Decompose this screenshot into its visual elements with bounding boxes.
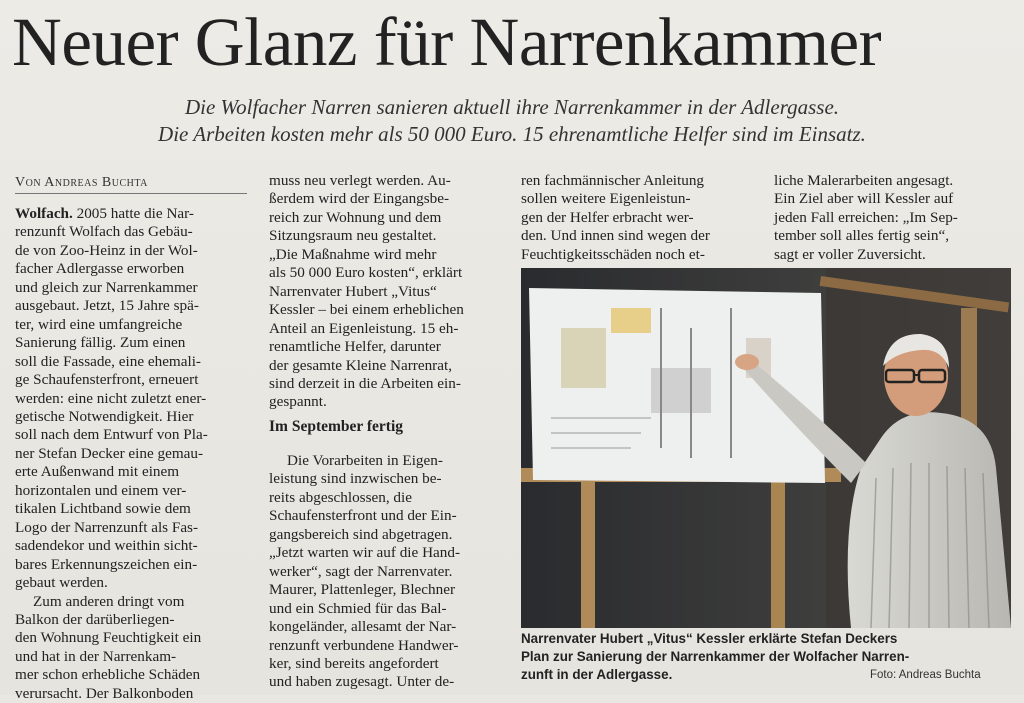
text-line: Balkon der darüberliegen- [15,610,175,628]
text-line: Die Vorarbeiten in Eigen- [287,452,443,469]
text-line: Sanierung fällig. Zum einen [15,334,186,352]
text-line: ker, sind bereits angefordert [269,654,439,672]
text-line: Anteil an Eigenleistung. 15 eh- [269,319,459,337]
subheadline-line: Die Arbeiten kosten mehr als 50 000 Euro. 15 ehrenamtliche Helfer sind im Einsatz. [158,122,866,146]
text-line: getische Notwendigkeit. Hier [15,407,194,425]
subheadline-line: Die Wolfacher Narren sanieren aktuell ihre Narrenkammer in der Adlergasse. [184,95,840,119]
text-line: den. Und innen sind wegen der [521,227,710,245]
byline [15,175,245,191]
text-line: muss neu verlegt werden. Au- [269,172,451,189]
text-line: gespannt. [269,393,327,411]
text-line: sagt er voller Zuversicht. [774,245,926,263]
text-line: und hat in der Narrenkam- [15,647,177,665]
text-line: Schaufensterfront und der Ein- [269,507,457,525]
text-line: bares Erkennungszeichen ein- [15,555,198,573]
text-line: Feuchtigkeitsschäden noch et- [521,245,705,263]
text-line: ge Schaufensterfront, erneuert [15,371,199,389]
article-column-2-bottom [269,452,499,692]
text-line: sollen weitere Eigenleistun- [521,190,691,208]
text-line: horizontalen und einem ver- [15,481,187,499]
text-line: „Die Maßnahme wird mehr [269,245,437,263]
text-line: kongeländer, allesamt der Nar- [269,618,457,636]
article-subheadline [0,94,1024,148]
dateline: Wolfach. [15,205,73,222]
caption-line: zunft in der Adlergasse. [521,667,673,682]
text-line: gebaut werden. [15,574,108,592]
text-line: renamtliche Helfer, darunter [269,338,441,356]
text-line: ausgebaut. Jetzt, 15 Jahre spä- [15,297,199,315]
text-line: verursacht. Der Balkonboden [15,684,194,702]
article-photo [521,268,1011,628]
photo-credit: Foto: Andreas Buchta [870,669,981,681]
photo-illustration [521,268,1011,628]
text-line: soll nach dem Entwurf von Pla- [15,426,208,444]
text-line: erte Außenwand mit einem [15,463,180,481]
byline-rule [15,193,247,194]
text-line: werden: eine nicht zuletzt ener- [15,389,207,407]
text-line: tember soll alles fertig sein“, [774,227,950,245]
text-line: jeden Fall erreichen: „Im Sep- [774,208,958,226]
text-line: den Wohnung Feuchtigkeit ein [15,629,202,647]
text-line: und gleich zur Narrenkammer [15,278,198,296]
text-line: facher Adlergasse erworben [15,260,185,278]
text-line: Kessler – bei einem erheblichen [269,301,464,319]
text-line: Sitzungsraum neu gestaltet. [269,227,437,245]
text-line: Narrenvater Hubert „Vitus“ [269,282,437,300]
caption-line: Plan zur Sanierung der Narrenkammer der Wolfacher Narren- [521,649,910,664]
text-line: ner Stefan Decker eine gemau- [15,444,204,462]
text-line: ren fachmännischer Anleitung [521,172,705,189]
article-column-2-top [269,172,499,412]
text-line: werker“, sagt der Narrenvater. [269,562,453,580]
byline-text: Von Andreas Buchta [15,175,148,190]
text-line: leistung sind inzwischen be- [269,470,442,488]
text-line: gen der Helfer erbracht wer- [521,208,694,226]
text-line: Ein Ziel aber will Kessler auf [774,190,954,208]
text-line: der gesamte Kleine Narrenrat, [269,356,452,374]
text-line: Zum anderen dringt vom [33,592,185,610]
text-line: „Jetzt warten wir auf die Hand- [269,544,461,562]
text-line: mer schon erhebliche Schäden [15,666,201,684]
text-line: Maurer, Plattenleger, Blechner [269,581,456,599]
text-line: ter, wird eine umfangreiche [15,315,183,333]
article-headline: Neuer Glanz für Narrenkammer [12,4,882,80]
text-line: soll die Fassade, eine ehemali- [15,352,201,370]
text-line: liche Malerarbeiten angesagt. [774,172,954,189]
text-line: und ein Schmied für das Bal- [269,599,447,617]
text-line: tikalen Lichtband sowie dem [15,500,191,518]
text-line: Logo der Narrenzunft als Fas- [15,518,199,536]
text-line: als 50 000 Euro kosten“, erklärt [269,264,463,282]
caption-line: Narrenvater Hubert „Vitus“ Kessler erklärte Stefan Deckers [521,631,898,646]
text-line: reits abgeschlossen, die [269,488,412,506]
text-line: de von Zoo-Heinz in der Wol- [15,241,198,259]
text-line: und haben zugesagt. Unter de- [269,673,455,691]
text-line: ßerdem wird der Eingangsbe- [269,190,450,208]
article-column-3 [521,172,752,264]
text-line: renzunft Wolfach das Gebäu- [15,223,193,241]
text-line: reich zur Wohnung und dem [269,208,442,226]
text-line: sadendekor und weithin sicht- [15,537,198,555]
text-line: renzunft verbundene Handwer- [269,636,459,654]
text-line: sind derzeit in die Arbeiten ein- [269,374,461,392]
article-column-4 [774,172,1009,264]
text-line: gangsbereich sind abgetragen. [269,525,453,543]
text-line: Wolfach. 2005 hatte die Nar- [15,205,194,222]
section-heading: Im September fertig [269,418,404,435]
article-column-1 [15,205,247,703]
